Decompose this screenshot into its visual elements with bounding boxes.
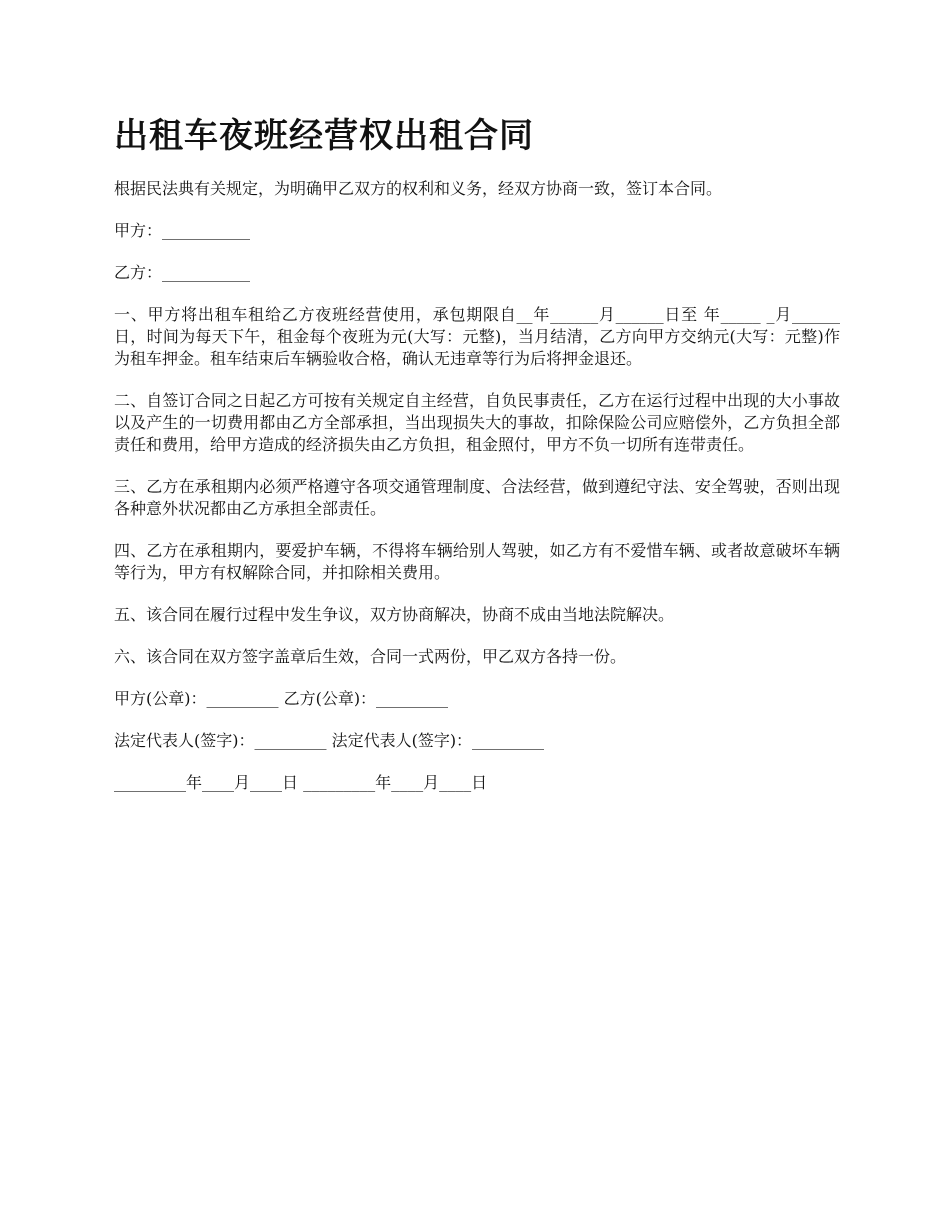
document-title: 出租车夜班经营权出租合同 bbox=[114, 116, 534, 156]
representative-signature-line: 法定代表人(签字)：_________ 法定代表人(签字)：_________ bbox=[114, 731, 545, 750]
clause-5: 五、该合同在履行过程中发生争议，双方协商解决，协商不成由当地法院解决。 bbox=[114, 605, 675, 624]
date-line: _________年____月____日 _________年____月____日 bbox=[114, 773, 488, 792]
seal-line: 甲方(公章)：_________ 乙方(公章)：_________ bbox=[114, 689, 449, 708]
clause-6: 六、该合同在双方签字盖章后生效，合同一式两份，甲乙双方各持一份。 bbox=[114, 647, 627, 666]
intro-paragraph: 根据民法典有关规定，为明确甲乙双方的权利和义务，经双方协商一致，签订本合同。 bbox=[114, 179, 723, 198]
clause-4: 四、乙方在承租期内，要爱护车辆，不得将车辆给别人驾驶，如乙方有不爱惜车辆、或者故意破坏车辆等行为，甲方有权解除合同，并扣除相关费用。 bbox=[114, 541, 840, 582]
document-body bbox=[114, 178, 840, 814]
clause-1: 一、甲方将出租车租给乙方夜班经营使用，承包期限自__年______月______日至 年_____ _月______日，时间为每天下午，租金每个夜班为元(大写：元整)，当月结清，乙方向甲方交纳元(大写：元整)作为租车押金。租车结束后车辆验收合格，确认无违章等行为后将押金退还。 bbox=[114, 305, 840, 368]
clause-3: 三、乙方在承租期内必须严格遵守各项交通管理制度、合法经营，做到遵纪守法、安全驾驶，否则出现各种意外状况都由乙方承担全部责任。 bbox=[114, 477, 840, 518]
party-b-line: 乙方：___________ bbox=[114, 263, 251, 282]
party-a-line: 甲方：___________ bbox=[114, 221, 251, 240]
clause-2: 二、自签订合同之日起乙方可按有关规定自主经营，自负民事责任，乙方在运行过程中出现的大小事故以及产生的一切费用都由乙方全部承担，当出现损失大的事故，扣除保险公司应赔偿外，乙方负担全部责任和费用，给甲方造成的经济损失由乙方负担，租金照付，甲方不负一切所有连带责任。 bbox=[114, 391, 840, 454]
